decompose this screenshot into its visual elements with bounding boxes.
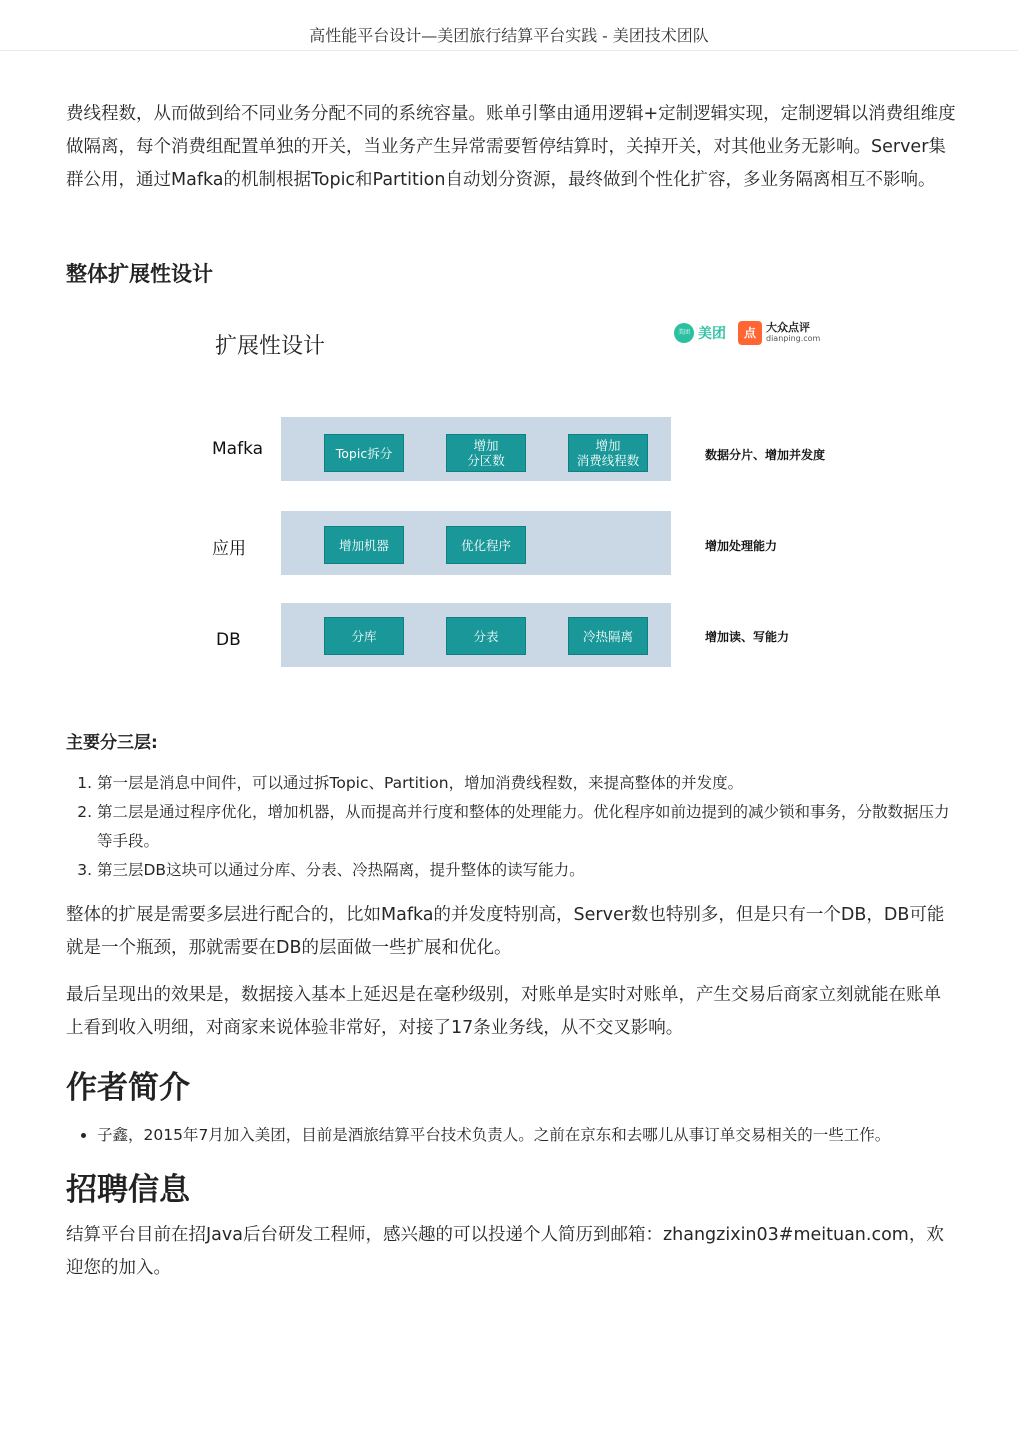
row-label-app: 应用 [212, 539, 246, 559]
row-label-mafka: Mafka [212, 439, 264, 459]
diagram-title: 扩展性设计 [215, 334, 326, 359]
row-note-mafka: 数据分片、增加并发度 [705, 448, 826, 462]
diagram-box: 分库 [324, 617, 404, 655]
layers-list [66, 769, 956, 885]
list-item: 1. 第一层是消息中间件，可以通过拆Topic、Partition，增加消费线程数，来提高整体的并发度。 [97, 769, 956, 798]
page-header-title: 高性能平台设计—美团旅行结算平台实践 - 美团技术团队 [309, 26, 709, 45]
intro-paragraph: 费线程数，从而做到给不同业务分配不同的系统容量。账单引擎由通用逻辑+定制逻辑实现，定制逻辑以消费组维度做隔离，每个消费组配置单独的开关，当业务产生异常需要暂停结算时，关掉开关，对其他业务无影响。Server集群公用，通过Mafka的机制根据Topic和Partition自动划分资源，最终做到个性化扩容，多业务隔离相互不影响。 [66, 104, 956, 190]
diagram-box: 增加 消费线程数 [568, 434, 648, 472]
author-heading: 作者简介 [66, 1070, 190, 1106]
recruit-paragraph: 结算平台目前在招Java后台研发工程师，感兴趣的可以投递个人简历到邮箱：zhangzixin03#meituan.com，欢迎您的加入。 [66, 1225, 944, 1278]
row-note-app: 增加处理能力 [705, 539, 778, 553]
dianping-badge-icon: 点 [738, 321, 762, 345]
para-scaling: 整体的扩展是需要多层进行配合的，比如Mafka的并发度特别高，Server数也特别多，但是只有一个DB，DB可能就是一个瓶颈，那就需要在DB的层面做一些扩展和优化。 [66, 905, 945, 958]
scalability-diagram [66, 321, 956, 711]
diagram-box: 增加机器 [324, 526, 404, 564]
diagram-box: 增加 分区数 [446, 434, 526, 472]
list-item: • 子鑫，2015年7月加入美团，目前是酒旅结算平台技术负责人。之前在京东和去哪儿从事订单交易相关的一些工作。 [97, 1121, 956, 1149]
row-label-db: DB [216, 630, 241, 650]
dianping-logo [738, 321, 820, 345]
section-heading: 整体扩展性设计 [66, 262, 213, 286]
meituan-logo-text: 美团 [698, 326, 726, 342]
brand-logos [674, 321, 820, 345]
meituan-logo [674, 323, 726, 343]
meituan-badge-icon: 美团 [674, 323, 694, 343]
list-item: 2. 第二层是通过程序优化，增加机器，从而提高并行度和整体的处理能力。优化程序如前边提到的减少锁和事务，分散数据压力等手段。 [97, 798, 956, 856]
author-list [66, 1121, 956, 1149]
diagram-box: Topic拆分 [324, 434, 404, 472]
layers-label: 主要分三层: [66, 733, 158, 753]
dianping-logo-en: dianping.com [766, 334, 821, 343]
para-result: 最后呈现出的效果是，数据接入基本上延迟是在毫秒级别，对账单是实时对账单，产生交易后商家立刻就能在账单上看到收入明细，对商家来说体验非常好，对接了17条业务线，从不交叉影响。 [66, 985, 941, 1038]
dianping-logo-cn: 大众点评 [766, 321, 810, 334]
list-item: 3. 第三层DB这块可以通过分库、分表、冷热隔离，提升整体的读写能力。 [97, 856, 956, 885]
page-header [0, 0, 1018, 51]
row-note-db: 增加读、写能力 [705, 630, 790, 644]
diagram-box: 冷热隔离 [568, 617, 648, 655]
recruit-heading: 招聘信息 [66, 1172, 190, 1208]
article-content [66, 98, 956, 1285]
diagram-box: 优化程序 [446, 526, 526, 564]
diagram-box: 分表 [446, 617, 526, 655]
